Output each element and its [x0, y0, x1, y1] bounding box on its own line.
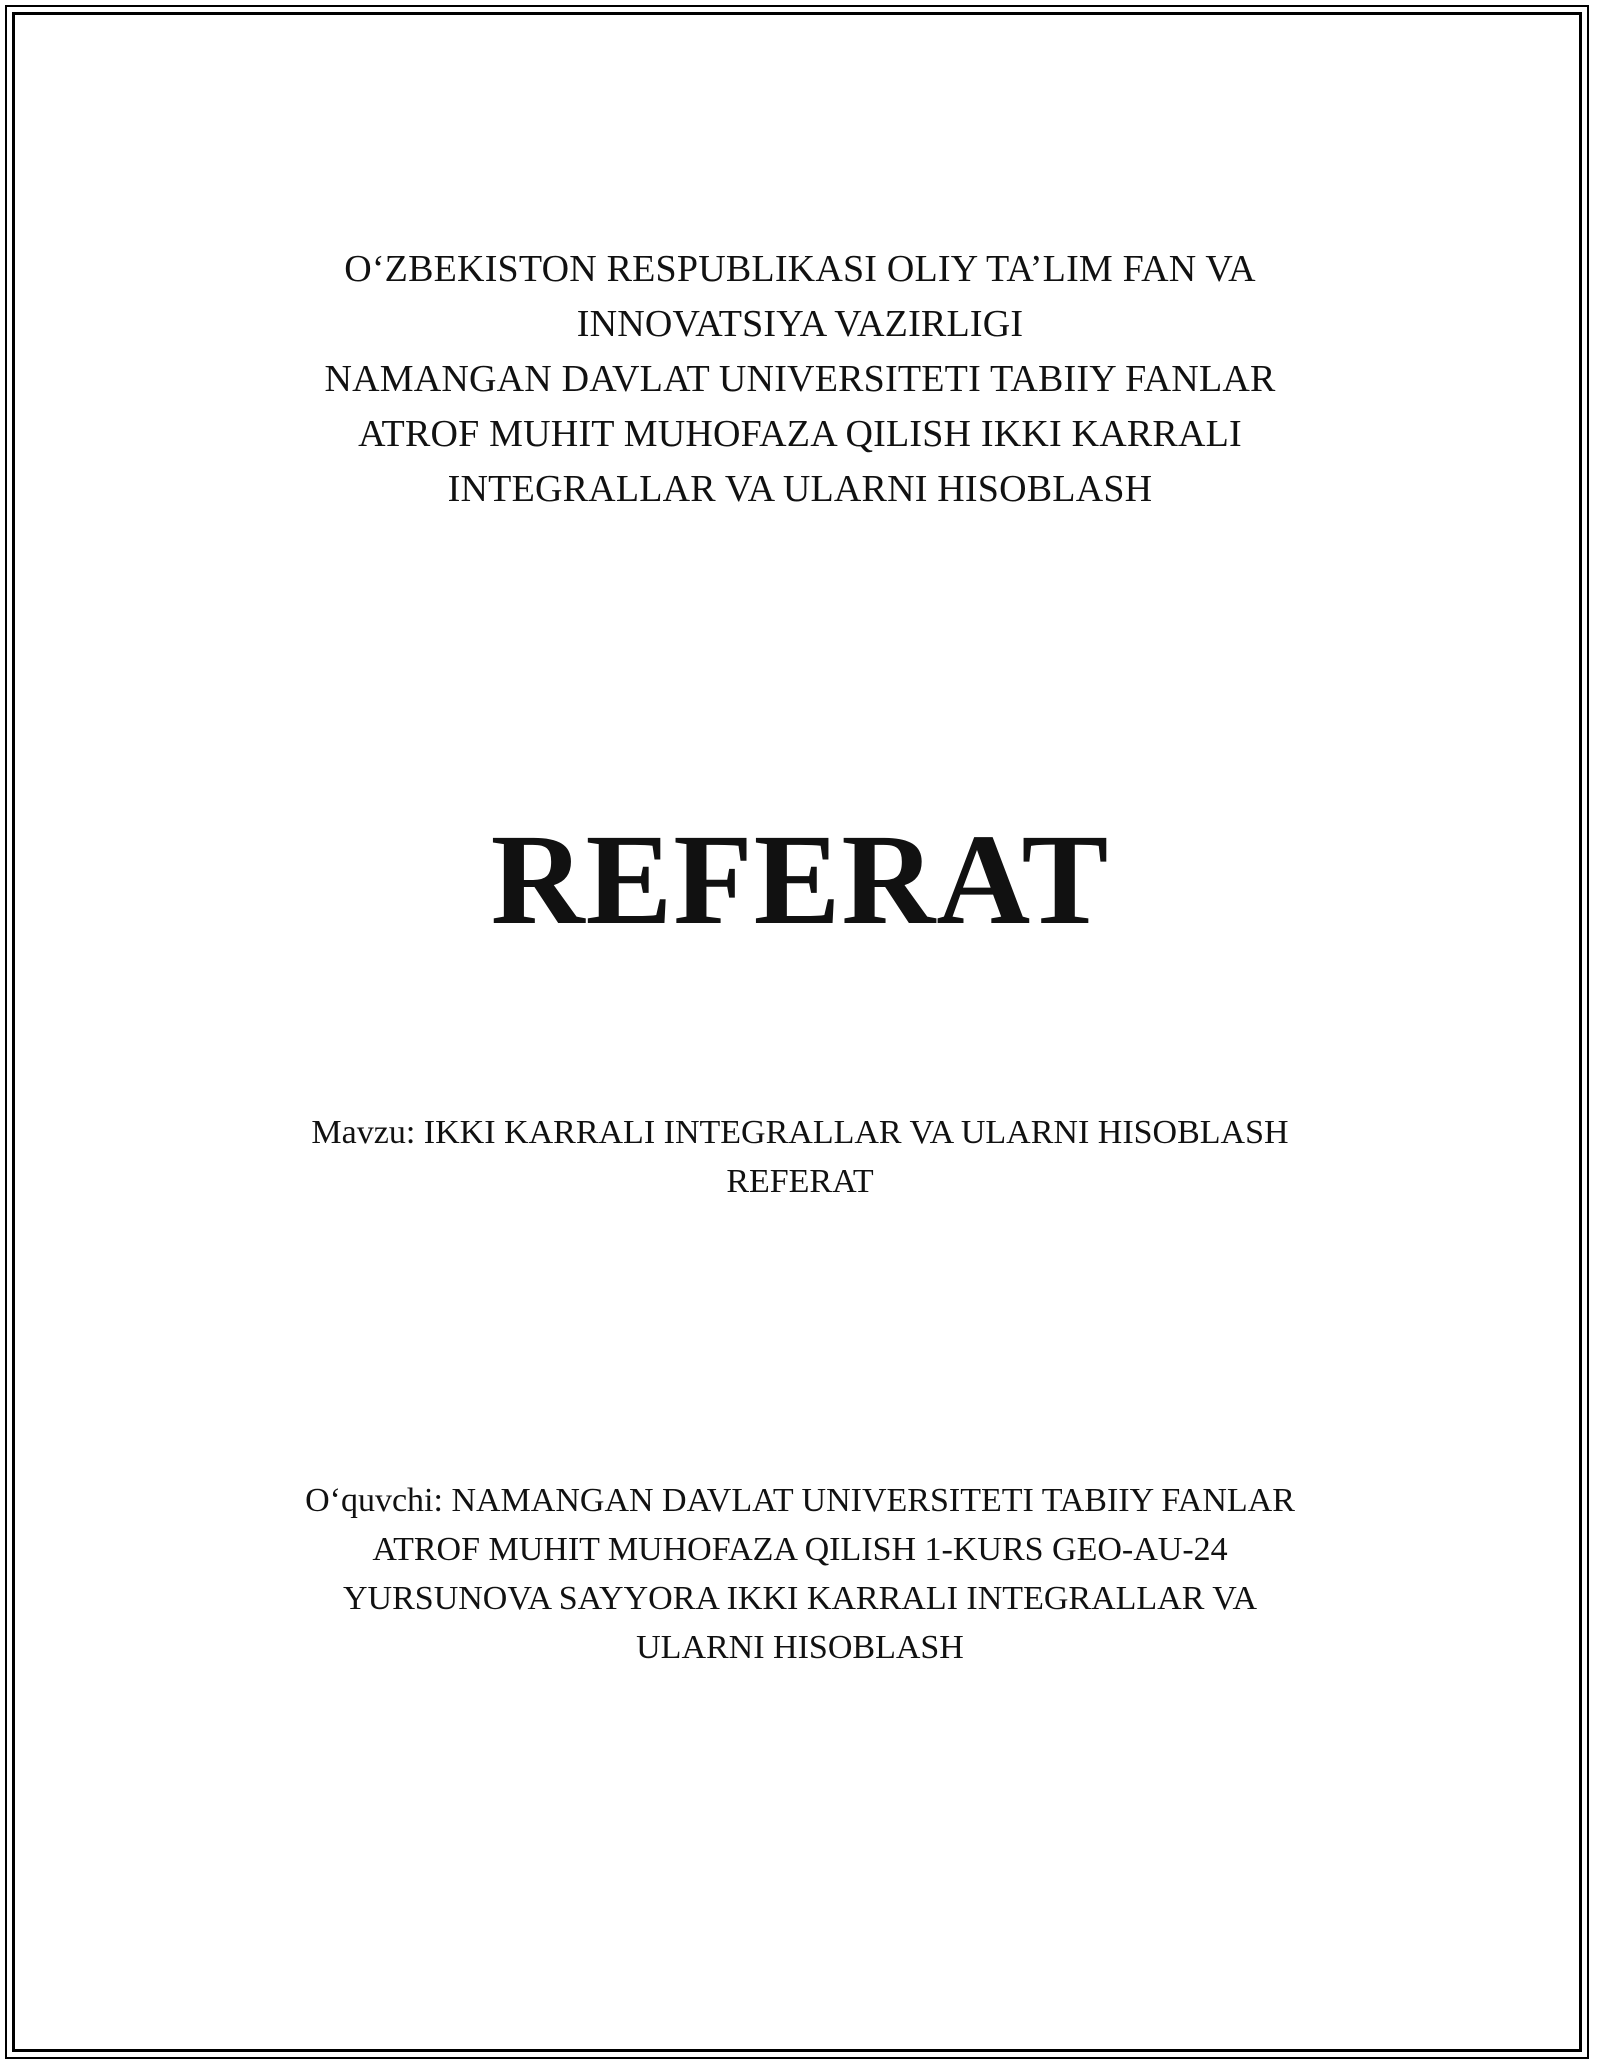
student-line: ULARNI HISOBLASH	[636, 1629, 964, 1666]
topic-line: REFERAT	[726, 1163, 874, 1200]
student-line: ATROF MUHIT MUHOFAZA QILISH 1-KURS GEO-AU-24	[372, 1531, 1228, 1568]
topic-line: Mavzu: IKKI KARRALI INTEGRALLAR VA ULARNI HISOBLASH	[311, 1114, 1289, 1151]
document-title: REFERAT	[490, 808, 1110, 952]
header-line: O‘ZBEKISTON RESPUBLIKASI OLIY TA’LIM FAN VA	[344, 248, 1256, 290]
topic-section	[0, 1108, 1600, 1206]
student-line: O‘quvchi: NAMANGAN DAVLAT UNIVERSITETI TABIIY FANLAR	[305, 1482, 1295, 1519]
institution-header	[0, 242, 1600, 517]
header-line: INNOVATSIYA VAZIRLIGI	[576, 303, 1024, 345]
student-line: YURSUNOVA SAYYORA IKKI KARRALI INTEGRALLAR VA	[343, 1580, 1257, 1617]
header-line: INTEGRALLAR VA ULARNI HISOBLASH	[447, 468, 1153, 510]
header-line: NAMANGAN DAVLAT UNIVERSITETI TABIIY FANLAR	[324, 358, 1276, 400]
student-section	[0, 1476, 1600, 1672]
header-line: ATROF MUHIT MUHOFAZA QILISH IKKI KARRALI	[358, 413, 1242, 455]
